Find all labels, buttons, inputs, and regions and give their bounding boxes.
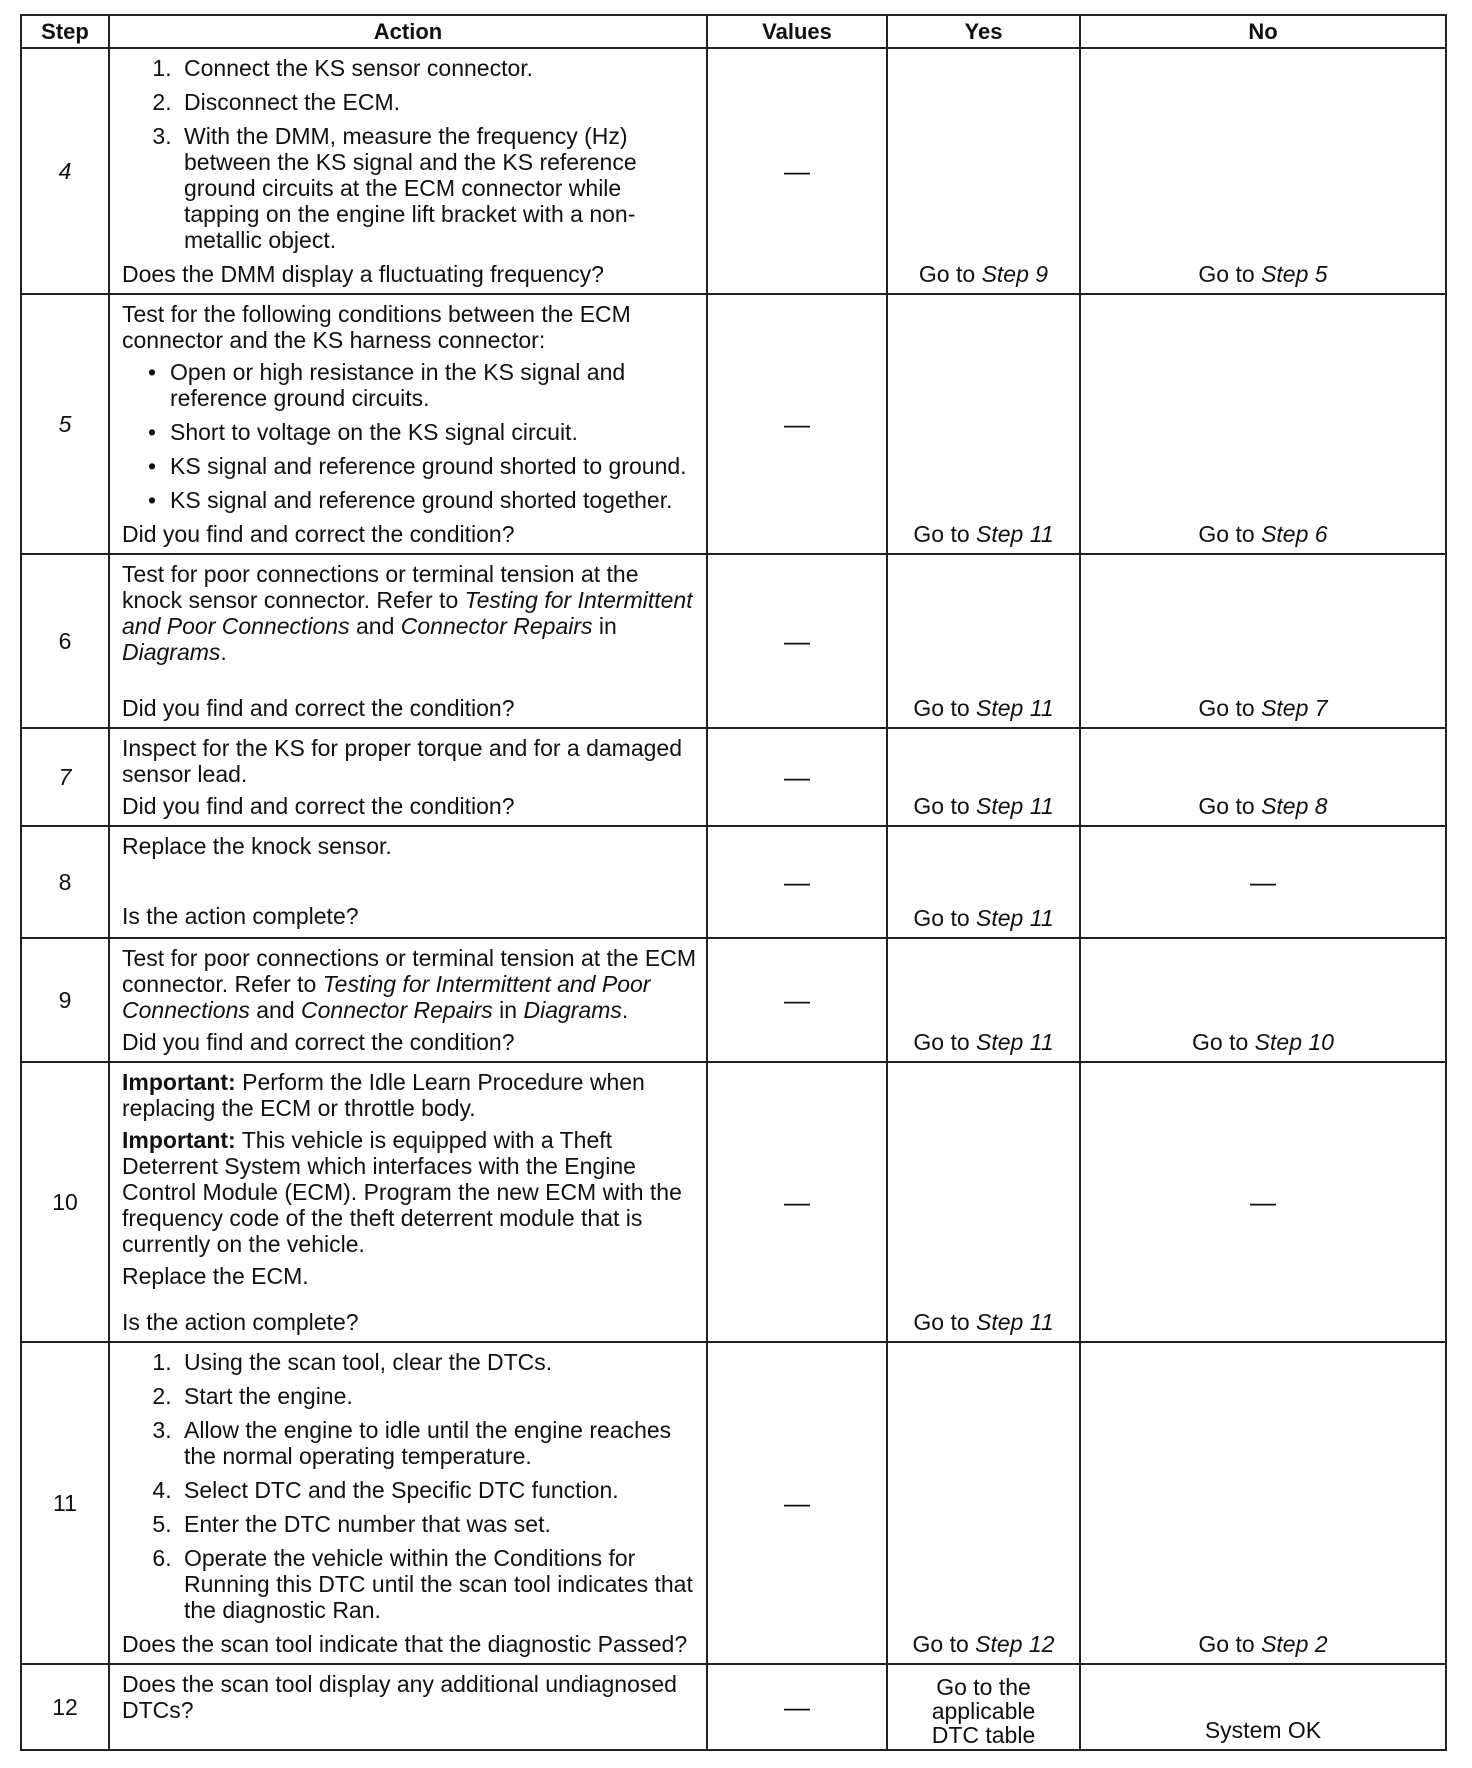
action-cell: [109, 728, 707, 826]
header-action: Action: [109, 15, 707, 48]
yes-step-ref: Step 12: [975, 1631, 1055, 1657]
step-number: 8: [21, 826, 109, 938]
table-row: [21, 728, 1446, 826]
step-number: 12: [21, 1664, 109, 1750]
no-cell: —: [1080, 826, 1446, 938]
list-item: 1. Connect the KS sensor connector.: [178, 55, 698, 81]
list-item: 3. With the DMM, measure the frequency (Hz) between the KS signal and the KS reference ground circuits at the ECM connector while tapping on the engine lift bracket with a non-metallic object.: [178, 123, 698, 253]
action-question: Did you find and correct the condition?: [122, 521, 515, 547]
step-number: 4: [21, 48, 109, 294]
action-question: Is the action complete?: [122, 903, 359, 929]
action-cell: [109, 1342, 707, 1664]
values-cell: —: [707, 554, 887, 728]
action-cell: [109, 1062, 707, 1342]
action-cell: [109, 826, 707, 938]
numbered-list: [122, 55, 698, 253]
no-cell: Go to Step 6: [1080, 294, 1446, 554]
action-cell: [109, 294, 707, 554]
yes-step-ref: Step 11: [976, 905, 1054, 931]
important-label: Important:: [122, 1069, 236, 1095]
action-question: Does the DMM display a fluctuating frequency?: [122, 261, 604, 287]
values-cell: —: [707, 48, 887, 294]
list-item: • KS signal and reference ground shorted together.: [170, 487, 698, 513]
yes-cell: Go to Step 11: [887, 1062, 1080, 1342]
yes-cell: Go to Step 11: [887, 826, 1080, 938]
values-cell: —: [707, 1062, 887, 1342]
table-row: [21, 48, 1446, 294]
values-cell: —: [707, 1664, 887, 1750]
action-question: Does the scan tool indicate that the diagnostic Passed?: [122, 1631, 688, 1657]
yes-step-ref: Step 11: [976, 521, 1054, 547]
no-step-ref: Step 10: [1254, 1029, 1334, 1055]
action-text: Replace the ECM.: [122, 1263, 309, 1289]
action-question: Is the action complete?: [122, 1309, 359, 1335]
list-item: 6. Operate the vehicle within the Conditions for Running this DTC until the scan tool indicates that the diagnostic Ran.: [178, 1545, 698, 1623]
action-question: Did you find and correct the condition?: [122, 695, 515, 721]
diagnostic-table-sheet: [20, 14, 1445, 1751]
yes-step-ref: Step 11: [976, 793, 1054, 819]
important-note: Important: Perform the Idle Learn Procedure when replacing the ECM or throttle body.: [122, 1069, 645, 1121]
no-step-ref: Step 5: [1261, 261, 1328, 287]
action-question: Did you find and correct the condition?: [122, 1029, 515, 1055]
values-cell: —: [707, 826, 887, 938]
step-number: 10: [21, 1062, 109, 1342]
yes-step-ref: Step 11: [976, 695, 1054, 721]
step-number: 9: [21, 938, 109, 1062]
list-item: • KS signal and reference ground shorted to ground.: [170, 453, 698, 479]
no-step-ref: Step 6: [1261, 521, 1328, 547]
step-number: 11: [21, 1342, 109, 1664]
header-yes: Yes: [887, 15, 1080, 48]
no-cell: Go to Step 10: [1080, 938, 1446, 1062]
table-row: [21, 1342, 1446, 1664]
list-item: 2. Disconnect the ECM.: [178, 89, 698, 115]
no-cell: System OK: [1080, 1664, 1446, 1750]
no-step-ref: Step 8: [1261, 793, 1328, 819]
yes-step-ref: Step 11: [976, 1309, 1054, 1335]
table-row: [21, 1062, 1446, 1342]
yes-line: DTC table: [931, 1722, 1036, 1748]
table-row: [21, 294, 1446, 554]
list-item: • Short to voltage on the KS signal circuit.: [170, 419, 698, 445]
action-question: Did you find and correct the condition?: [122, 793, 515, 819]
action-cell: [109, 1664, 707, 1750]
table-row: [21, 1664, 1446, 1750]
yes-cell: Go to Step 12: [887, 1342, 1080, 1664]
values-cell: —: [707, 1342, 887, 1664]
header-values: Values: [707, 15, 887, 48]
list-item: 2. Start the engine.: [178, 1383, 698, 1409]
no-cell: Go to Step 7: [1080, 554, 1446, 728]
table-row: [21, 938, 1446, 1062]
numbered-list: [122, 1349, 698, 1623]
yes-line: applicable: [931, 1698, 1036, 1724]
header-no: No: [1080, 15, 1446, 48]
values-cell: —: [707, 728, 887, 826]
list-item: • Open or high resistance in the KS signal and reference ground circuits.: [170, 359, 698, 411]
yes-cell: Go to Step 11: [887, 938, 1080, 1062]
important-label: Important:: [122, 1127, 236, 1153]
yes-line: Go to the: [936, 1674, 1031, 1700]
table-row: [21, 826, 1446, 938]
values-cell: —: [707, 294, 887, 554]
action-question: Does the scan tool display any additional undiagnosed DTCs?: [122, 1671, 677, 1723]
yes-step-ref: Step 9: [981, 261, 1049, 287]
table-row: [21, 554, 1446, 728]
header-step: Step: [21, 15, 109, 48]
action-text: Test for poor connections or terminal tension at the ECM connector. Refer to Testing for Intermittent and Poor Connections and Connector Repairs in Diagrams.: [122, 945, 697, 1023]
no-step-ref: Step 7: [1261, 695, 1328, 721]
yes-cell: [887, 1664, 1080, 1750]
no-cell: Go to Step 8: [1080, 728, 1446, 826]
list-item: 3. Allow the engine to idle until the engine reaches the normal operating temperature.: [178, 1417, 698, 1469]
yes-cell: Go to Step 9: [887, 48, 1080, 294]
action-intro: Test for the following conditions between the ECM connector and the KS harness connector:: [122, 301, 631, 353]
action-cell: [109, 554, 707, 728]
yes-cell: Go to Step 11: [887, 728, 1080, 826]
values-cell: —: [707, 938, 887, 1062]
step-number: 7: [21, 728, 109, 826]
action-cell: [109, 48, 707, 294]
action-text: Test for poor connections or terminal tension at the knock sensor connector. Refer to Testing for Intermittent and Poor Connections and Connector Repairs in Diagrams.: [122, 561, 693, 665]
no-cell: —: [1080, 1062, 1446, 1342]
no-cell: Go to Step 2: [1080, 1342, 1446, 1664]
table-header-row: [21, 15, 1446, 48]
list-item: 1. Using the scan tool, clear the DTCs.: [178, 1349, 698, 1375]
list-item: 4. Select DTC and the Specific DTC function.: [178, 1477, 698, 1503]
action-text: Replace the knock sensor.: [122, 833, 392, 859]
action-text: Inspect for the KS for proper torque and for a damaged sensor lead.: [122, 735, 683, 787]
important-note: Important: This vehicle is equipped with a Theft Deterrent System which interfaces with the Engine Control Module (ECM). Program the new ECM with the frequency code of the theft deterrent module that is currently on the vehicle.: [122, 1127, 682, 1257]
yes-cell: Go to Step 11: [887, 294, 1080, 554]
yes-cell: Go to Step 11: [887, 554, 1080, 728]
diagnostic-steps-table: [20, 14, 1447, 1751]
step-number: 6: [21, 554, 109, 728]
yes-step-ref: Step 11: [976, 1029, 1054, 1055]
step-number: 5: [21, 294, 109, 554]
no-cell: Go to Step 5: [1080, 48, 1446, 294]
action-cell: [109, 938, 707, 1062]
bullet-list: [122, 359, 698, 513]
list-item: 5. Enter the DTC number that was set.: [178, 1511, 698, 1537]
no-step-ref: Step 2: [1261, 1631, 1328, 1657]
